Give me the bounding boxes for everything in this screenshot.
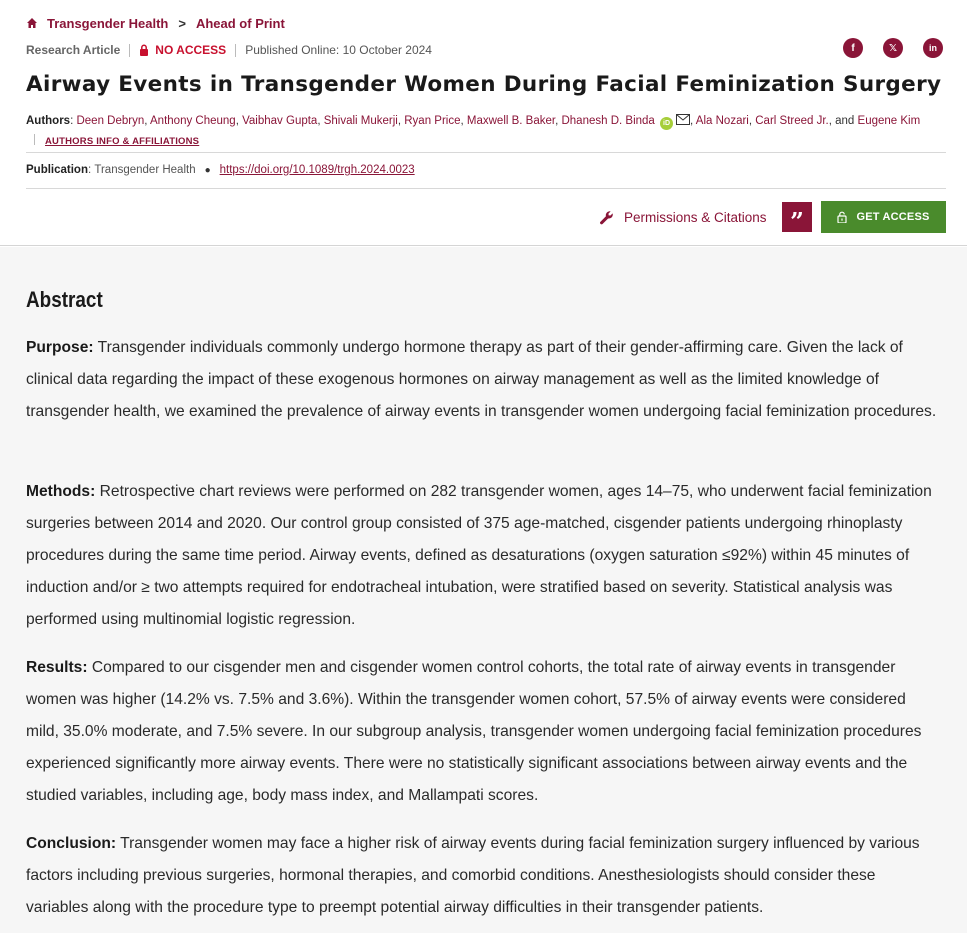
doi-link[interactable]: https://doi.org/10.1089/trgh.2024.0023 xyxy=(219,164,415,176)
facebook-icon[interactable]: f xyxy=(843,38,863,58)
divider xyxy=(26,188,946,189)
authors-and: and xyxy=(835,115,855,127)
breadcrumb-journal-link[interactable]: Transgender Health xyxy=(47,15,169,31)
divider xyxy=(235,44,236,57)
access-status-badge xyxy=(139,43,226,57)
divider xyxy=(34,134,35,145)
permissions-citations-link[interactable] xyxy=(599,207,767,227)
divider xyxy=(26,152,946,153)
get-access-label: GET ACCESS xyxy=(856,211,930,223)
abstract-purpose xyxy=(26,332,942,428)
abstract-conclusion xyxy=(26,828,942,924)
author-link[interactable]: Shivali Mukerji xyxy=(323,115,398,127)
article-title: Airway Events in Transgender Women During Facial Feminization Surgery xyxy=(26,72,942,97)
unlock-icon xyxy=(837,211,847,223)
wrench-icon xyxy=(599,210,614,225)
purpose-text: Transgender individuals commonly undergo hormone therapy as part of their gender-affirming care. Given the lack of clinical data regarding the impact of these exogenous hormones on airway management as well as the limited knowledge of transgender health, we examined the prevalence of airway events in transgender women undergoing facial feminization procedures. xyxy=(26,339,937,420)
author-link[interactable]: Maxwell B. Baker xyxy=(466,115,556,127)
author-link[interactable]: Dhanesh D. Binda xyxy=(561,115,655,127)
methods-label: Methods: xyxy=(26,483,96,500)
published-date: Published Online: 10 October 2024 xyxy=(245,43,432,57)
conclusion-text: Transgender women may face a higher risk of airway events during facial feminization surgery influenced by various factors including previous surgeries, hormonal therapies, and comorbid conditions. Anesthesiologists should consider these variables along with the procedure type to preempt potential airway difficulties in their transgender patients. xyxy=(26,835,920,916)
author-link[interactable]: Deen Debryn xyxy=(76,115,145,127)
breadcrumb xyxy=(26,14,285,32)
publication-journal: Transgender Health xyxy=(94,164,196,176)
author-link[interactable]: Ala Nozari xyxy=(695,115,749,127)
email-icon[interactable] xyxy=(676,114,690,125)
abstract-section xyxy=(0,247,967,933)
breadcrumb-separator: > xyxy=(178,15,186,31)
orcid-icon[interactable]: iD xyxy=(660,117,673,130)
author-link[interactable]: Anthony Cheung xyxy=(150,115,236,127)
twitter-x-icon[interactable]: 𝕏 xyxy=(883,38,903,58)
article-header xyxy=(0,0,967,246)
divider xyxy=(129,44,130,57)
conclusion-label: Conclusion: xyxy=(26,835,117,852)
purpose-label: Purpose: xyxy=(26,339,94,356)
bullet-separator: ● xyxy=(204,164,211,176)
cite-button[interactable]: ” xyxy=(782,202,812,232)
results-text: Compared to our cisgender men and cisgender women control cohorts, the total rate of airway events in transgender women was higher (14.2% vs. 7.5% and 3.6%). Within the transgender women cohort, 57.5% of airway events were considered mild, 35.0% moderate, and 7.5% severe. In our subgroup analysis, transgender women undergoing facial feminization procedures experienced significantly more airway events. There were no statistically significant associations between airway events and the studied variables, including age, body mass index, and Mallampati scores. xyxy=(26,659,922,804)
author-link[interactable]: Ryan Price xyxy=(404,115,461,127)
lock-icon xyxy=(139,44,149,56)
permissions-citations-label: Permissions & Citations xyxy=(624,209,767,225)
abstract-heading: Abstract xyxy=(26,287,103,312)
access-status-text: NO ACCESS xyxy=(155,43,227,57)
author-link[interactable]: Eugene Kim xyxy=(857,115,921,127)
authors-list: Authors: Deen Debryn, Anthony Cheung, Vaibhav Gupta, Shivali Mukerji, Ryan Price, Maxwell B. Baker, Dhanesh D. Binda iD , Ala Nozari, Carl Streed Jr., and Eugene Kim AUTHORS INFO & AFFILIATIONS xyxy=(26,115,921,147)
authors-affiliations-link[interactable]: AUTHORS INFO & AFFILIATIONS xyxy=(45,136,200,147)
abstract-results xyxy=(26,652,942,812)
methods-text: Retrospective chart reviews were performed on 282 transgender women, ages 14–75, who underwent facial feminization surgeries between 2014 and 2020. Our control group consisted of 375 age-matched, cisgender patients undergoing rhinoplasty procedures during the same time period. Airway events, defined as desaturations (oxygen saturation ≤92%) within 45 minutes of induction and/or ≥ two attempts required for endotracheal intubation, were stratified based on severity. Statistical analysis was performed using multinomial logistic regression. xyxy=(26,483,932,628)
results-label: Results: xyxy=(26,659,88,676)
article-meta xyxy=(26,41,432,59)
linkedin-icon[interactable]: in xyxy=(923,38,943,58)
authors-label: Authors xyxy=(26,115,71,127)
publication-label: Publication xyxy=(26,164,88,176)
abstract-methods xyxy=(26,476,942,636)
article-type: Research Article xyxy=(26,43,121,57)
home-icon[interactable] xyxy=(26,17,38,29)
author-link[interactable]: Vaibhav Gupta xyxy=(242,115,318,127)
publication-info: Publication : Transgender Health ● https://doi.org/10.1089/trgh.2024.0023 xyxy=(26,164,415,176)
breadcrumb-section-link[interactable]: Ahead of Print xyxy=(195,15,285,31)
get-access-button[interactable] xyxy=(821,201,946,233)
author-link[interactable]: Carl Streed Jr. xyxy=(755,115,829,127)
